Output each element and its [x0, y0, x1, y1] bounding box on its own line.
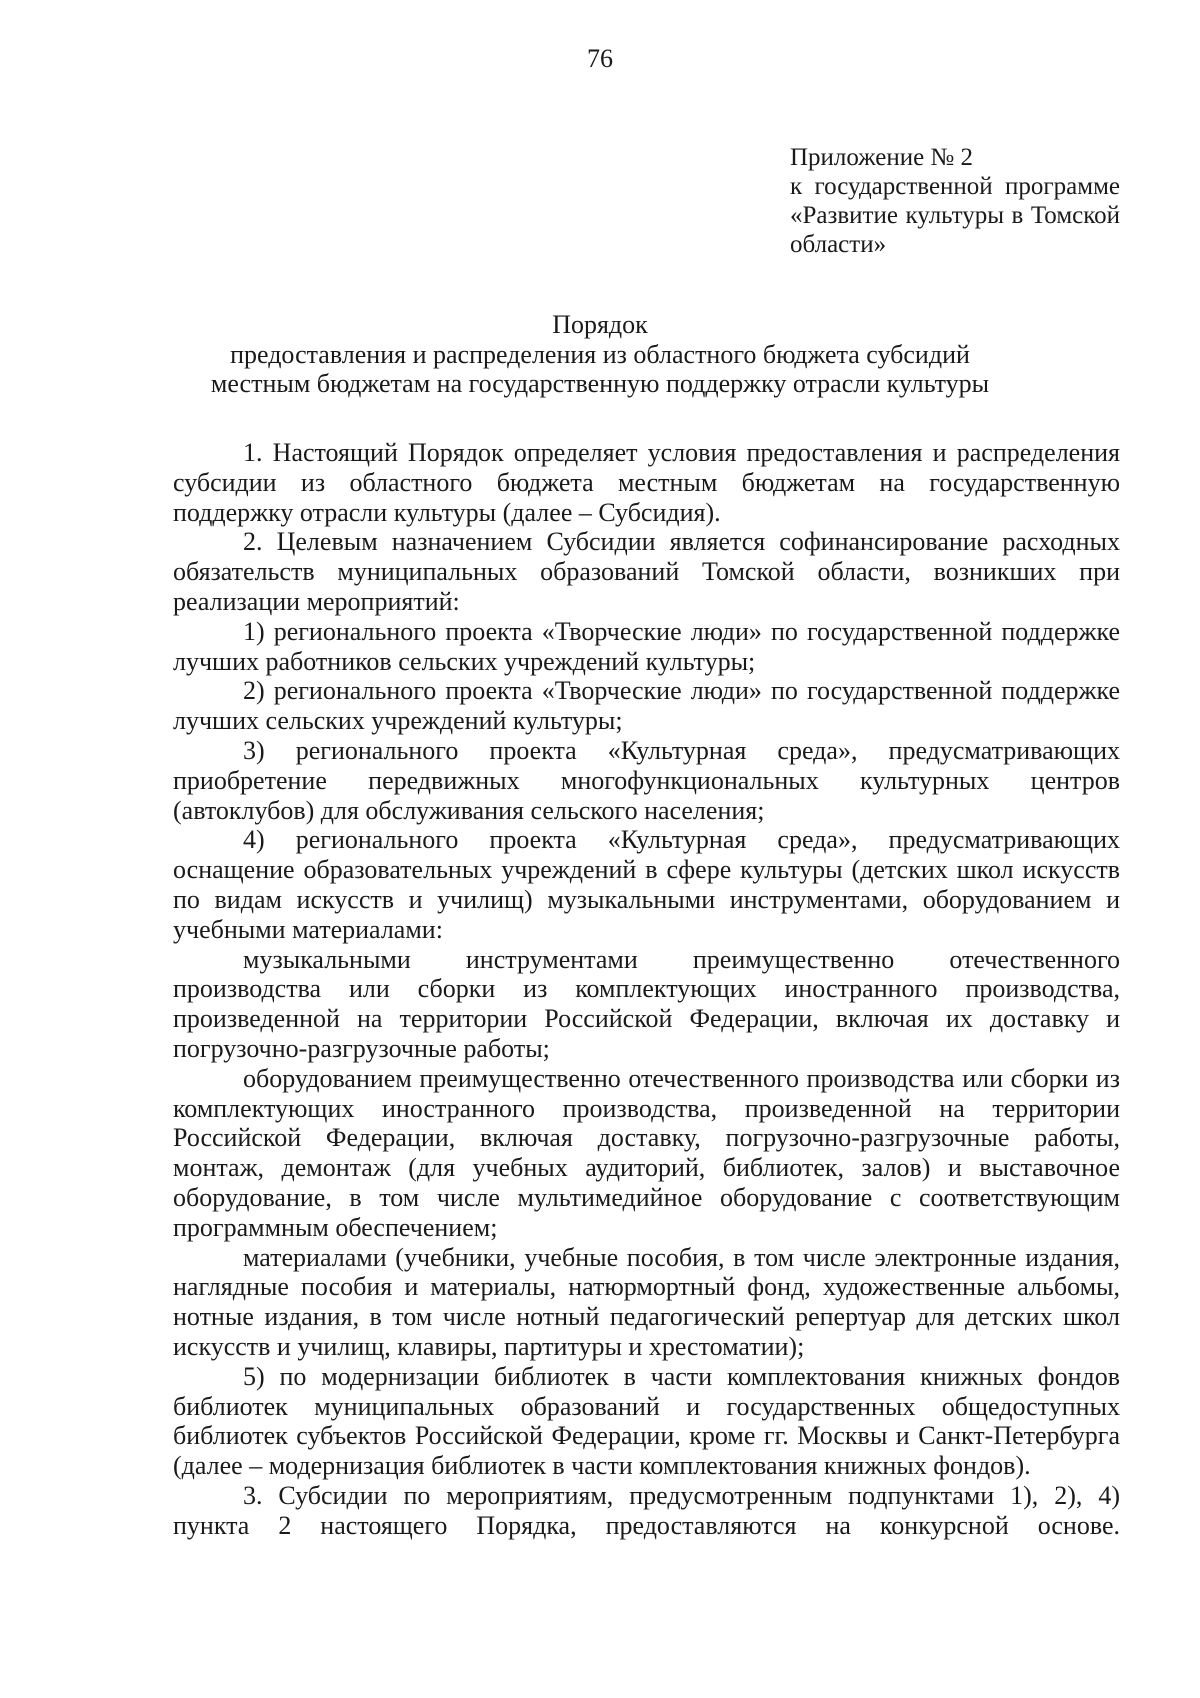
subitem-3: 3) регионального проекта «Культурная среда», предусматривающих приобретение передвижных многофункциональных культурных центров (автоклубов) для обслуживания сельского населения; [173, 735, 1120, 825]
document-title [0, 310, 1200, 399]
paragraph-2: 2. Целевым назначением Субсидии является софинансирование расходных обязательств муниципальных образований Томской области, возникших при реализации мероприятий: [173, 527, 1120, 616]
subitem-4-instruments: музыкальными инструментами преимущественно отечественного производства или сборки из комплектующих иностранного производства, произведенной на территории Российской Федерации, включая их доставку и погрузочно-разгрузочные работы; [173, 944, 1120, 1063]
subitem-4-equipment: оборудованием преимущественно отечественного производства или сборки из комплектующих иностранного производства, произведенной на территории Российской Федерации, включая доставку, погрузочно-разгрузочные работы, монтаж, демонтаж (для учебных аудиторий, библиотек, залов) и выставочное оборудование, в том числе мультимедийное оборудование с соответствующим программным обеспечением; [173, 1063, 1120, 1242]
appendix-number: Приложение № 2 [790, 144, 974, 171]
appendix-program-name-line: «Развитие культуры в Томской [790, 202, 1120, 229]
document-body [173, 438, 1120, 1540]
appendix-program-name-end: области» [790, 231, 887, 258]
page-number: 76 [587, 44, 613, 73]
title-subheading-1: предоставления и распределения из областного бюджета субсидий [230, 339, 970, 369]
appendix-reference [790, 143, 1120, 259]
subitem-1: 1) регионального проекта «Творческие люди» по государственной поддержке лучших работников сельских учреждений культуры; [173, 616, 1120, 676]
subitem-4: 4) регионального проекта «Культурная среда», предусматривающих оснащение образовательных учреждений в сфере культуры (детских школ искусств по видам искусств и училищ) музыкальными инструментами, оборудованием и учебными материалами: [173, 825, 1120, 944]
paragraph-3: 3. Субсидии по мероприятиям, предусмотренным подпунктами 1), 2), 4) пункта 2 настоящего Порядка, предоставляются на конкурсной основе. [173, 1480, 1120, 1540]
appendix-program-line: к государственной программе [790, 173, 1120, 200]
paragraph-1: 1. Настоящий Порядок определяет условия предоставления и распределения субсидии из областного бюджета местным бюджетам на государственную поддержку отрасли культуры (далее – Субсидия). [173, 438, 1120, 527]
title-subheading-2: местным бюджетам на государственную поддержку отрасли культуры [210, 369, 990, 398]
subitem-2: 2) регионального проекта «Творческие люди» по государственной поддержке лучших сельских учреждений культуры; [173, 676, 1120, 736]
subitem-5: 5) по модернизации библиотек в части комплектования книжных фондов библиотек муниципальных образований и государственных общедоступных библиотек субъектов Российской Федерации, кроме гг. Москвы и Санкт-Петербурга (далее – модернизация библиотек в части комплектования книжных фондов). [173, 1361, 1120, 1481]
title-heading: Порядок [552, 310, 648, 339]
subitem-4-materials: материалами (учебники, учебные пособия, в том числе электронные издания, наглядные пособия и материалы, натюрмортный фонд, художественные альбомы, нотные издания, в том числе нотный педагогический репертуар для детских школ искусств и училищ, клавиры, партитуры и хрестоматии); [173, 1242, 1120, 1361]
